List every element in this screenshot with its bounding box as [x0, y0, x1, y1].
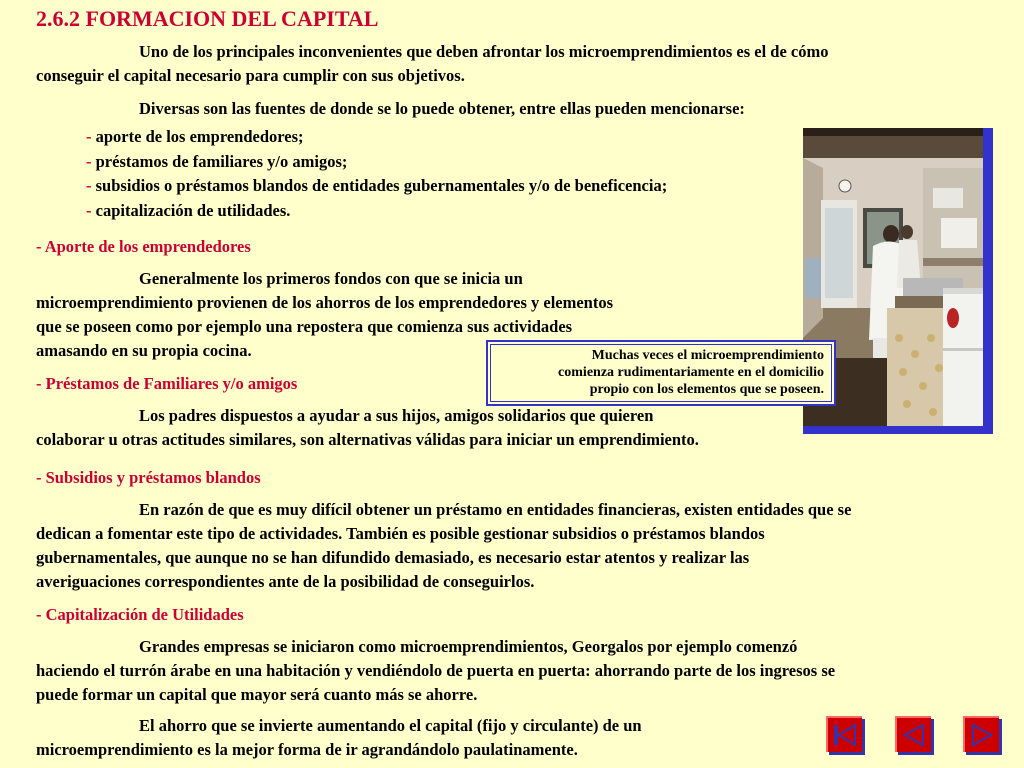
- intro-line-2: conseguir el capital necesario para cumplir con sus objetivos.: [36, 66, 465, 85]
- next-slide-button[interactable]: [963, 716, 999, 752]
- list-item: - subsidios o préstamos blandos de entidades gubernamentales y/o de beneficencia;: [86, 176, 668, 195]
- section-body-prestamos: Los padres dispuestos a ayudar a sus hijos, amigos solidarios que quieren colaborar u otras actitudes similares, son alternativas válidas para iniciar un emprendimiento.: [36, 406, 699, 449]
- section-body-aporte: Generalmente los primeros fondos con que se inicia un microemprendimiento provienen de los ahorros de los emprendedores y elementos que se poseen como por ejemplo una repostera que comienza sus actividades amasando en su propia cocina.: [36, 269, 614, 360]
- section-body-capitalizacion-2: El ahorro que se invierte aumentando el capital (fijo y circulante) de un microemprendimiento es la mejor forma de ir agrandándolo paulatinamente.: [36, 716, 642, 759]
- intro-line-3: Diversas son las fuentes de donde se lo puede obtener, entre ellas pueden mencionarse:: [139, 99, 745, 118]
- list-item: - capitalización de utilidades.: [86, 200, 291, 220]
- list-item: - aporte de los emprendedores;: [86, 127, 304, 146]
- section-heading-prestamos: - Préstamos de Familiares y/o amigos: [36, 374, 298, 393]
- previous-slide-button[interactable]: [895, 716, 931, 752]
- first-slide-button[interactable]: [826, 716, 862, 752]
- photo-caption-box: [486, 340, 836, 406]
- funding-sources-list: [86, 125, 667, 223]
- page-title: 2.6.2 FORMACION DEL CAPITAL: [36, 6, 379, 31]
- section-body-subsidios: En razón de que es muy difícil obtener un préstamo en entidades financieras, existen entidades que se dedican a fomentar este tipo de actividades. También es posible gestionar subsidios o préstamos blandos gubernamentales, que aunque no se han difundido demasiado, es necesario estar atentos y realizar las averiguaciones correspondientes ante de la posibilidad de conseguirlos.: [36, 500, 852, 591]
- section-heading-capitalizacion: - Capitalización de Utilidades: [36, 605, 244, 624]
- section-body-capitalizacion: Grandes empresas se iniciaron como microemprendimientos, Georgalos por ejemplo comenzó haciendo el turrón árabe en una habitación y vendiéndolo de puerta en puerta: ahorrando parte de los ingresos se puede formar un capital que mayor será cuanto más se ahorre.: [36, 637, 836, 704]
- section-heading-subsidios: - Subsidios y préstamos blandos: [36, 468, 261, 487]
- previous-slide-icon: [897, 718, 931, 752]
- next-slide-icon: [965, 718, 999, 752]
- list-item: - préstamos de familiares y/o amigos;: [86, 151, 348, 171]
- photo-caption: Muchas veces el microemprendimiento comienza rudimentariamente en el domicilio propio con los elementos que se poseen.: [558, 348, 824, 397]
- intro-line-1: Uno de los principales inconvenientes que deben afrontar los microemprendimientos es el de cómo: [139, 42, 829, 61]
- intro-paragraph-2: [36, 97, 745, 121]
- section-heading-aporte: - Aporte de los emprendedores: [36, 237, 251, 256]
- intro-paragraph-1: [36, 40, 996, 88]
- first-slide-icon: [828, 718, 862, 752]
